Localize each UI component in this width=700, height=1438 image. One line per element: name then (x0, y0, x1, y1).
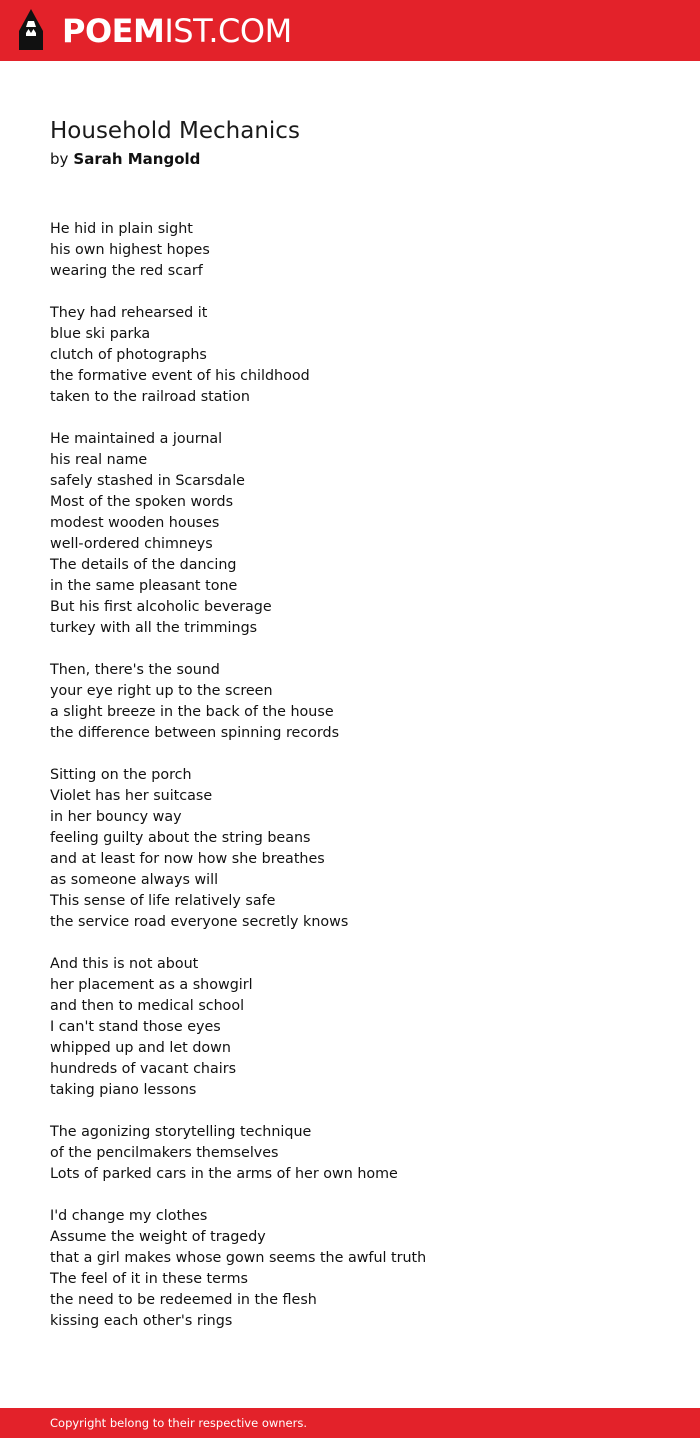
poem-line: whipped up and let down (50, 1040, 231, 1056)
poem-line: clutch of photographs (50, 347, 207, 363)
poem-line: kissing each other's rings (50, 1313, 233, 1329)
poem-line: And this is not about (50, 956, 199, 972)
poem-line: He maintained a journal (50, 431, 223, 447)
poem-line: Lots of parked cars in the arms of her own home (50, 1166, 398, 1182)
poem-line: the difference between spinning records (50, 725, 340, 741)
poem-line: and at least for now how she breathes (50, 851, 325, 867)
stanza (50, 429, 650, 639)
poem-line: modest wooden houses (50, 515, 220, 531)
poem-line: of the pencilmakers themselves (50, 1145, 279, 1161)
stanza (50, 1206, 650, 1332)
stanza (50, 1122, 650, 1185)
poem-line: I can't stand those eyes (50, 1019, 221, 1035)
poem-line: his real name (50, 452, 148, 468)
poem-line: Assume the weight of tragedy (50, 1229, 266, 1245)
poem-line: that a girl makes whose gown seems the awful truth (50, 1250, 427, 1266)
poem-line: as someone always will (50, 872, 219, 888)
poem-body (50, 219, 650, 1353)
pencil-logo-icon[interactable] (17, 9, 45, 52)
poem-line: wearing the red scarf (50, 263, 203, 279)
stanza (50, 303, 650, 408)
site-footer (0, 1408, 700, 1438)
brand-bold-text: POEM (62, 12, 165, 50)
brand-light-text: IST.COM (164, 12, 292, 50)
poem-line: Violet has her suitcase (50, 788, 213, 804)
copyright-text: Copyright belong to their respective owners. (50, 1416, 308, 1430)
site-brand-link[interactable] (62, 11, 292, 51)
poem-line: the formative event of his childhood (50, 368, 310, 384)
poem-title: Household Mechanics (50, 118, 300, 144)
poem-line: The agonizing storytelling technique (50, 1124, 312, 1140)
author-link[interactable]: Sarah Mangold (73, 150, 201, 168)
site-header (0, 0, 700, 61)
poem-line: Sitting on the porch (50, 767, 192, 783)
byline (50, 148, 200, 170)
poem-line: your eye right up to the screen (50, 683, 273, 699)
poem-line: The feel of it in these terms (50, 1271, 248, 1287)
poem-line: I'd change my clothes (50, 1208, 208, 1224)
poem-line: well-ordered chimneys (50, 536, 213, 552)
poem-line: in her bouncy way (50, 809, 182, 825)
by-label: by (50, 150, 69, 168)
stanza (50, 219, 650, 282)
stanza (50, 660, 650, 744)
poem-line: feeling guilty about the string beans (50, 830, 311, 846)
poem-line: his own highest hopes (50, 242, 210, 258)
stanza (50, 765, 650, 933)
poem-line: Then, there's the sound (50, 662, 220, 678)
poem-line: a slight breeze in the back of the house (50, 704, 334, 720)
poem-line: hundreds of vacant chairs (50, 1061, 237, 1077)
poem-line: They had rehearsed it (50, 305, 208, 321)
poem-line: The details of the dancing (50, 557, 237, 573)
poem-line: taken to the railroad station (50, 389, 250, 405)
poem-line: the need to be redeemed in the flesh (50, 1292, 317, 1308)
poem-line: But his first alcoholic beverage (50, 599, 272, 615)
poem-line: taking piano lessons (50, 1082, 197, 1098)
poem-line: in the same pleasant tone (50, 578, 238, 594)
stanza (50, 954, 650, 1101)
poem-line: safely stashed in Scarsdale (50, 473, 245, 489)
poem-line: the service road everyone secretly knows (50, 914, 349, 930)
poem-line: He hid in plain sight (50, 221, 193, 237)
poem-line: Most of the spoken words (50, 494, 234, 510)
poem-line: her placement as a showgirl (50, 977, 253, 993)
poem-line: turkey with all the trimmings (50, 620, 258, 636)
poem-line: and then to medical school (50, 998, 245, 1014)
poem-line: blue ski parka (50, 326, 151, 342)
poem-line: This sense of life relatively safe (50, 893, 276, 909)
